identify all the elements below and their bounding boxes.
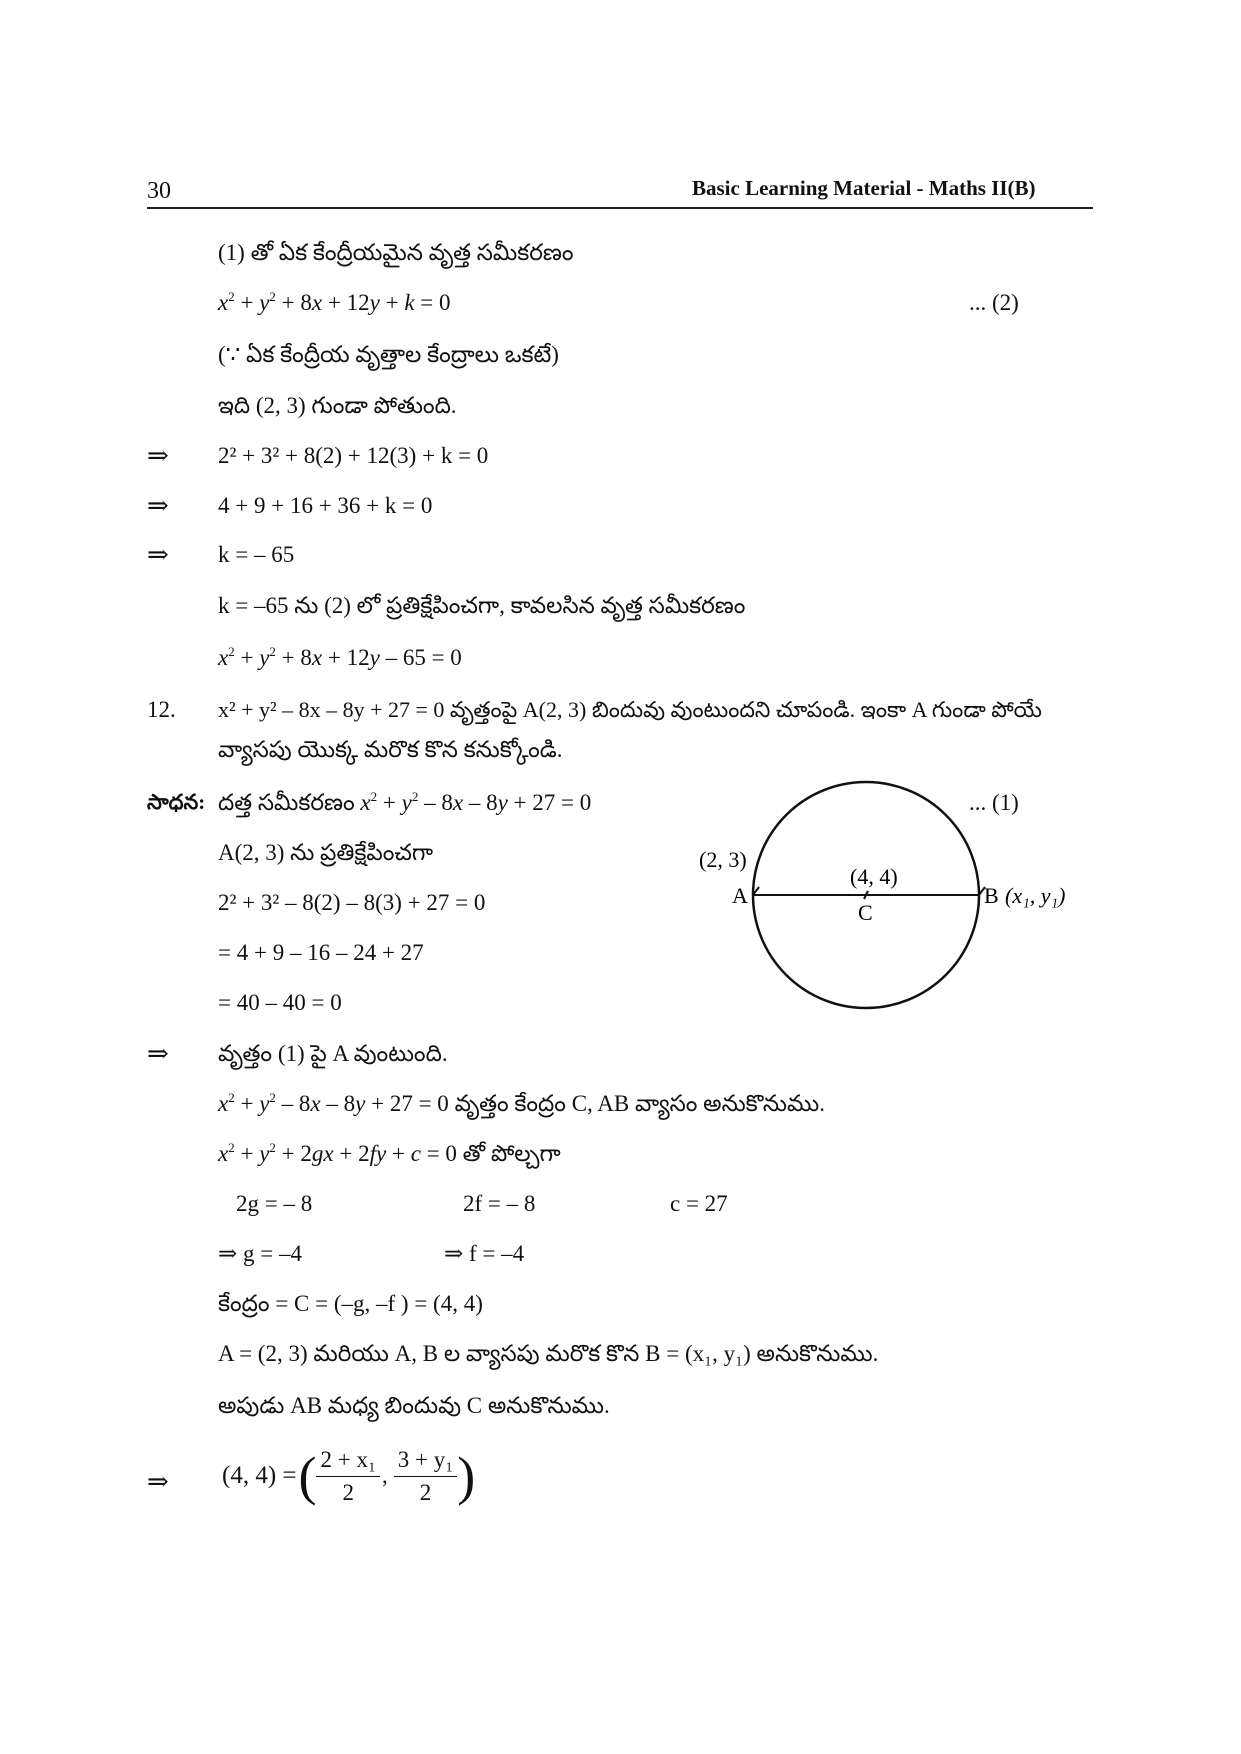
center-label: C [858, 900, 873, 925]
implies-symbol: ⇒ [147, 491, 169, 520]
text-line: $x^2 + y^2 + 2gx + 2fy + c = 0$ తో పోల్చగా [218, 1140, 561, 1166]
equation-line: 2g = – 8 [236, 1191, 313, 1216]
implies-symbol: ⇒ [147, 540, 169, 569]
point-a-coords: (2, 3) [699, 847, 747, 872]
implies-symbol: ⇒ [147, 1467, 169, 1496]
equation-line: = 40 – 40 = 0 [218, 990, 342, 1015]
equation-line: = 4 + 9 – 16 – 24 + 27 [218, 940, 424, 965]
equation-line: c = 27 [670, 1191, 728, 1216]
text-line: $x^2 + y^2 - 8x - 8y + 27 = 0$ వృత్తం కేంద్రం C, AB వ్యాసం అనుకొనుము. [218, 1090, 825, 1116]
header-rule [147, 207, 1093, 209]
text-line: వృత్తం (1) పై A వుంటుంది. [218, 1041, 448, 1066]
question-text: వ్యాసపు యొక్క మరొక కొన కనుక్కోండి. [218, 737, 563, 762]
implies-symbol: ⇒ [147, 1039, 169, 1068]
question-number: 12. [147, 697, 176, 722]
text-line: కేంద్రం = C = (–g, –f ) = (4, 4) [218, 1291, 483, 1316]
equation-lhs: (4, 4) = [222, 1462, 297, 1489]
text-line: k = –65 ను (2) లో ప్రతిక్షేపించగా, కావలసిన వృత్త సమీకరణం [218, 593, 746, 618]
text-line: ఇది (2, 3) గుండా పోతుంది. [218, 393, 457, 418]
equation-line: 2² + 3² + 8(2) + 12(3) + k = 0 [218, 443, 489, 468]
equation-line: ⇒ g = –4 [218, 1241, 302, 1266]
equation-line: ⇒ f = –4 [444, 1241, 525, 1266]
equation-line: 2² + 3² – 8(2) – 8(3) + 27 = 0 [218, 890, 486, 915]
text-line: (∵ ఏక కేంద్రీయ వృత్తాల కేంద్రాలు ఒకటే) [218, 342, 559, 367]
solution-label: సాధన: [147, 790, 206, 814]
page-number: 30 [147, 178, 171, 204]
implies-symbol: ⇒ [147, 441, 169, 470]
running-header: Basic Learning Material - Maths II(B) [692, 176, 1036, 200]
equation-line: 2f = – 8 [463, 1191, 536, 1216]
point-a-label: A [732, 883, 748, 908]
fraction-x: $\frac{\text{2 + x₁}}{2}$ [316, 1444, 380, 1509]
center-coords: (4, 4) [850, 864, 898, 889]
text-line: A(2, 3) ను ప్రతిక్షేపించగా [218, 840, 434, 865]
fraction-y: $\frac{\text{3 + y₁}}{2}$ [394, 1444, 458, 1509]
equation-tag: ... (2) [969, 290, 1019, 315]
equation-line: k = – 65 [218, 542, 295, 567]
text-line: అపుడు AB మధ్య బిందువు C అనుకొనుము. [218, 1393, 610, 1418]
circle-diagram [690, 780, 1110, 1020]
final-equation: $x^2 + y^2 + 8x + 12y - 65 = 0$ [218, 644, 462, 670]
point-b-coords: (x₁, y₁) [1005, 883, 1066, 908]
point-b-label: B [984, 883, 999, 908]
given-equation: దత్త సమీకరణం $x^2 + y^2 - 8x - 8y + 27 = 0$ [218, 789, 592, 815]
equation-2: $x^2 + y^2 + 8x + 12y + k = 0$ [218, 289, 451, 315]
equation-tag: ... (1) [969, 790, 1019, 815]
text-line: A = (2, 3) మరియు A, B ల వ్యాసపు మరొక కొన B = (x₁, y₁) అనుకొనుము. [218, 1341, 879, 1366]
text-line: (1) తో ఏక కేంద్రీయమైన వృత్త సమీకరణం [218, 240, 574, 265]
equation-line: 4 + 9 + 16 + 36 + k = 0 [218, 493, 433, 518]
midpoint-equation: (4, 4) = ( $\frac{\text{2 + x₁}}{2}$ , $\frac{\text{3 + y₁}}{2}$ ) [222, 1436, 475, 1516]
question-text: x² + y² – 8x – 8y + 27 = 0 వృత్తంపై A(2, 3) బిందువు వుంటుందని చూపండి. ఇంకా A గుండా పోయే [218, 697, 1042, 722]
